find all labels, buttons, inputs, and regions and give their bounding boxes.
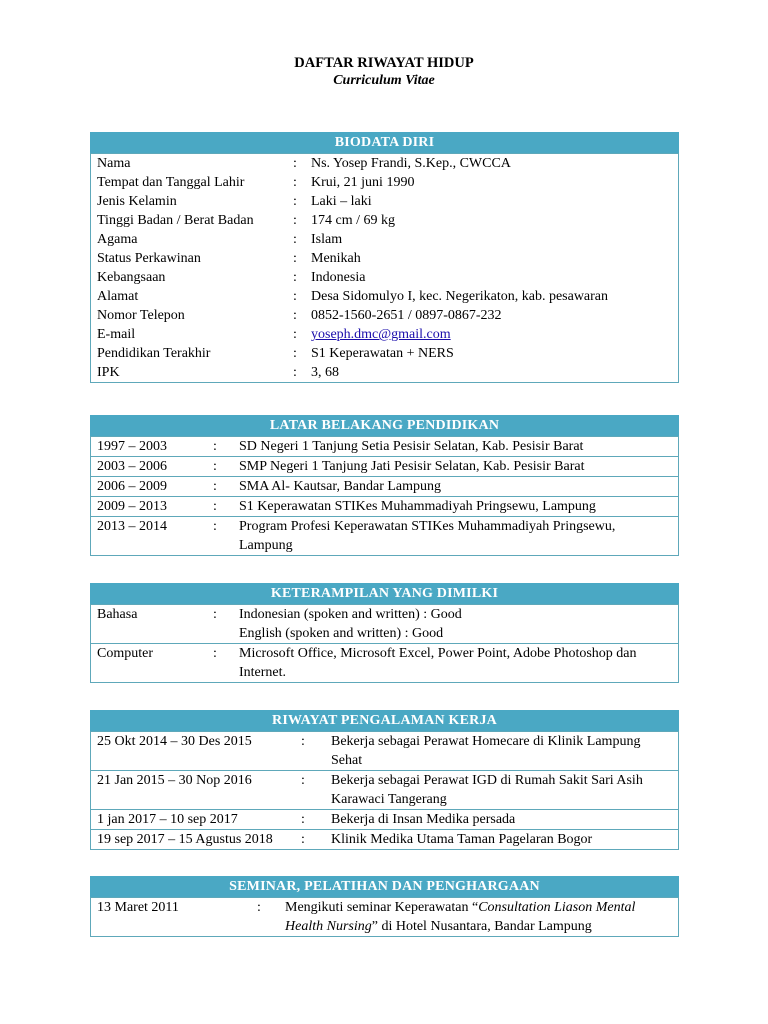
work-line: Bekerja sebagai Perawat IGD di Rumah Sakit Sari Asih (331, 773, 643, 788)
seminar-section (90, 876, 679, 937)
colon: : (295, 830, 325, 850)
table-row (91, 211, 678, 230)
skill-line: Indonesian (spoken and written) : Good (239, 607, 462, 622)
table-row (91, 810, 678, 830)
colon: : (293, 232, 297, 247)
education-school-line: Lampung (239, 538, 293, 553)
colon: : (295, 771, 325, 810)
table-row (91, 457, 678, 477)
education-period: 2006 – 2009 (91, 477, 207, 497)
education-period: 2003 – 2006 (91, 457, 207, 477)
seminar-suffix: ” di Hotel Nusantara, Bandar Lampung (371, 919, 592, 934)
colon: : (293, 327, 297, 342)
seminar-description (279, 898, 678, 937)
table-row (91, 325, 678, 344)
colon: : (207, 517, 233, 556)
table-row (91, 437, 678, 457)
field-value: Indonesia (311, 270, 366, 285)
biodata-section (90, 132, 679, 383)
work-table (91, 731, 678, 849)
table-row (91, 268, 678, 287)
page-subtitle: Curriculum Vitae (333, 73, 435, 88)
field-label: Pendidikan Terakhir (97, 346, 211, 361)
education-school (233, 517, 678, 556)
field-value: S1 Keperawatan + NERS (311, 346, 454, 361)
seminar-line (285, 898, 672, 917)
table-row (91, 230, 678, 249)
field-label: Nomor Telepon (97, 308, 185, 323)
table-row (91, 287, 678, 306)
colon: : (207, 477, 233, 497)
colon: : (293, 308, 297, 323)
colon: : (293, 289, 297, 304)
work-description (325, 732, 678, 771)
field-label: Tinggi Badan / Berat Badan (97, 213, 254, 228)
skill-label: Computer (91, 644, 207, 683)
work-period: 21 Jan 2015 – 30 Nop 2016 (91, 771, 295, 810)
colon: : (295, 732, 325, 771)
table-row (91, 898, 678, 937)
table-row (91, 173, 678, 192)
colon: : (207, 437, 233, 457)
skill-value (233, 644, 678, 683)
field-label: Alamat (97, 289, 139, 304)
colon: : (293, 194, 297, 209)
seminar-heading: SEMINAR, PELATIHAN DAN PENGHARGAAN (90, 876, 679, 897)
education-school: SMP Negeri 1 Tanjung Jati Pesisir Selatan, Kab. Pesisir Barat (233, 457, 678, 477)
table-row (91, 771, 678, 810)
field-label: Kebangsaan (97, 270, 166, 285)
seminar-title: Health Nursing (285, 919, 372, 934)
skills-section (90, 583, 679, 683)
table-row (91, 477, 678, 497)
education-heading: LATAR BELAKANG PENDIDIKAN (90, 415, 679, 436)
table-row (91, 249, 678, 268)
field-label: Nama (91, 154, 287, 174)
colon: : (207, 497, 233, 517)
field-value: 3, 68 (311, 365, 339, 380)
colon: : (293, 251, 297, 266)
field-label: Agama (97, 232, 138, 247)
work-description: Klinik Medika Utama Taman Pagelaran Bogor (325, 830, 678, 850)
field-value: Menikah (311, 251, 361, 266)
colon: : (251, 898, 279, 937)
table-row (91, 644, 678, 683)
work-description: Bekerja di Insan Medika persada (325, 810, 678, 830)
seminar-line (285, 917, 672, 936)
table-row (91, 517, 678, 556)
education-table (91, 436, 678, 555)
biodata-table (91, 153, 678, 382)
table-row (91, 605, 678, 644)
field-label: Tempat dan Tanggal Lahir (97, 175, 245, 190)
colon: : (293, 365, 297, 380)
seminar-table (91, 897, 678, 936)
table-row (91, 732, 678, 771)
colon: : (207, 644, 233, 683)
colon: : (293, 270, 297, 285)
table-row (91, 830, 678, 850)
work-line: Sehat (331, 753, 363, 768)
education-school: S1 Keperawatan STIKes Muhammadiyah Pringsewu, Lampung (233, 497, 678, 517)
work-line: Karawaci Tangerang (331, 792, 447, 807)
field-value: Ns. Yosep Frandi, S.Kep., CWCCA (305, 154, 678, 174)
page-title: DAFTAR RIWAYAT HIDUP (294, 55, 474, 71)
colon: : (207, 605, 233, 644)
table-row (91, 192, 678, 211)
field-label: Jenis Kelamin (97, 194, 177, 209)
work-section (90, 710, 679, 850)
colon: : (293, 175, 297, 190)
table-row (91, 306, 678, 325)
education-school: SMA Al- Kautsar, Bandar Lampung (233, 477, 678, 497)
field-label: Status Perkawinan (97, 251, 201, 266)
colon: : (293, 346, 297, 361)
skill-label: Bahasa (91, 605, 207, 644)
colon: : (207, 457, 233, 477)
skills-table (91, 604, 678, 682)
field-label: IPK (97, 365, 120, 380)
field-label: E-mail (97, 327, 136, 342)
email-link[interactable]: yoseph.dmc@gmail.com (311, 327, 451, 342)
table-row (91, 363, 678, 382)
skills-heading: KETERAMPILAN YANG DIMILKI (90, 583, 679, 604)
seminar-prefix: Mengikuti seminar Keperawatan “ (285, 900, 479, 915)
field-value: Krui, 21 juni 1990 (311, 175, 415, 190)
education-period: 2009 – 2013 (91, 497, 207, 517)
work-heading: RIWAYAT PENGALAMAN KERJA (90, 710, 679, 731)
field-value: Islam (311, 232, 343, 247)
seminar-date: 13 Maret 2011 (91, 898, 251, 937)
skill-line: Internet. (239, 665, 287, 680)
work-period: 19 sep 2017 – 15 Agustus 2018 (91, 830, 295, 850)
table-row (91, 497, 678, 517)
education-school: SD Negeri 1 Tanjung Setia Pesisir Selatan, Kab. Pesisir Barat (233, 437, 678, 457)
education-period: 1997 – 2003 (91, 437, 207, 457)
education-school-line: Program Profesi Keperawatan STIKes Muhammadiyah Pringsewu, (239, 519, 616, 534)
biodata-heading: BIODATA DIRI (90, 132, 679, 153)
education-section (90, 415, 679, 556)
work-description (325, 771, 678, 810)
skill-line: Microsoft Office, Microsoft Excel, Power Point, Adobe Photoshop dan (239, 646, 637, 661)
skill-value (233, 605, 678, 644)
education-period: 2013 – 2014 (91, 517, 207, 556)
colon: : (295, 810, 325, 830)
field-value: 174 cm / 69 kg (311, 213, 395, 228)
seminar-title: Consultation Liason Mental (478, 900, 636, 915)
work-line: Bekerja sebagai Perawat Homecare di Klinik Lampung (331, 734, 641, 749)
colon: : (287, 154, 305, 174)
table-row (91, 344, 678, 363)
work-period: 1 jan 2017 – 10 sep 2017 (91, 810, 295, 830)
field-value: Laki – laki (311, 194, 372, 209)
skill-line: English (spoken and written) : Good (239, 626, 444, 641)
table-row (91, 154, 678, 174)
field-value: 0852-1560-2651 / 0897-0867-232 (311, 308, 502, 323)
field-value: Desa Sidomulyo I, kec. Negerikaton, kab. pesawaran (311, 289, 609, 304)
colon: : (293, 213, 297, 228)
work-period: 25 Okt 2014 – 30 Des 2015 (91, 732, 295, 771)
